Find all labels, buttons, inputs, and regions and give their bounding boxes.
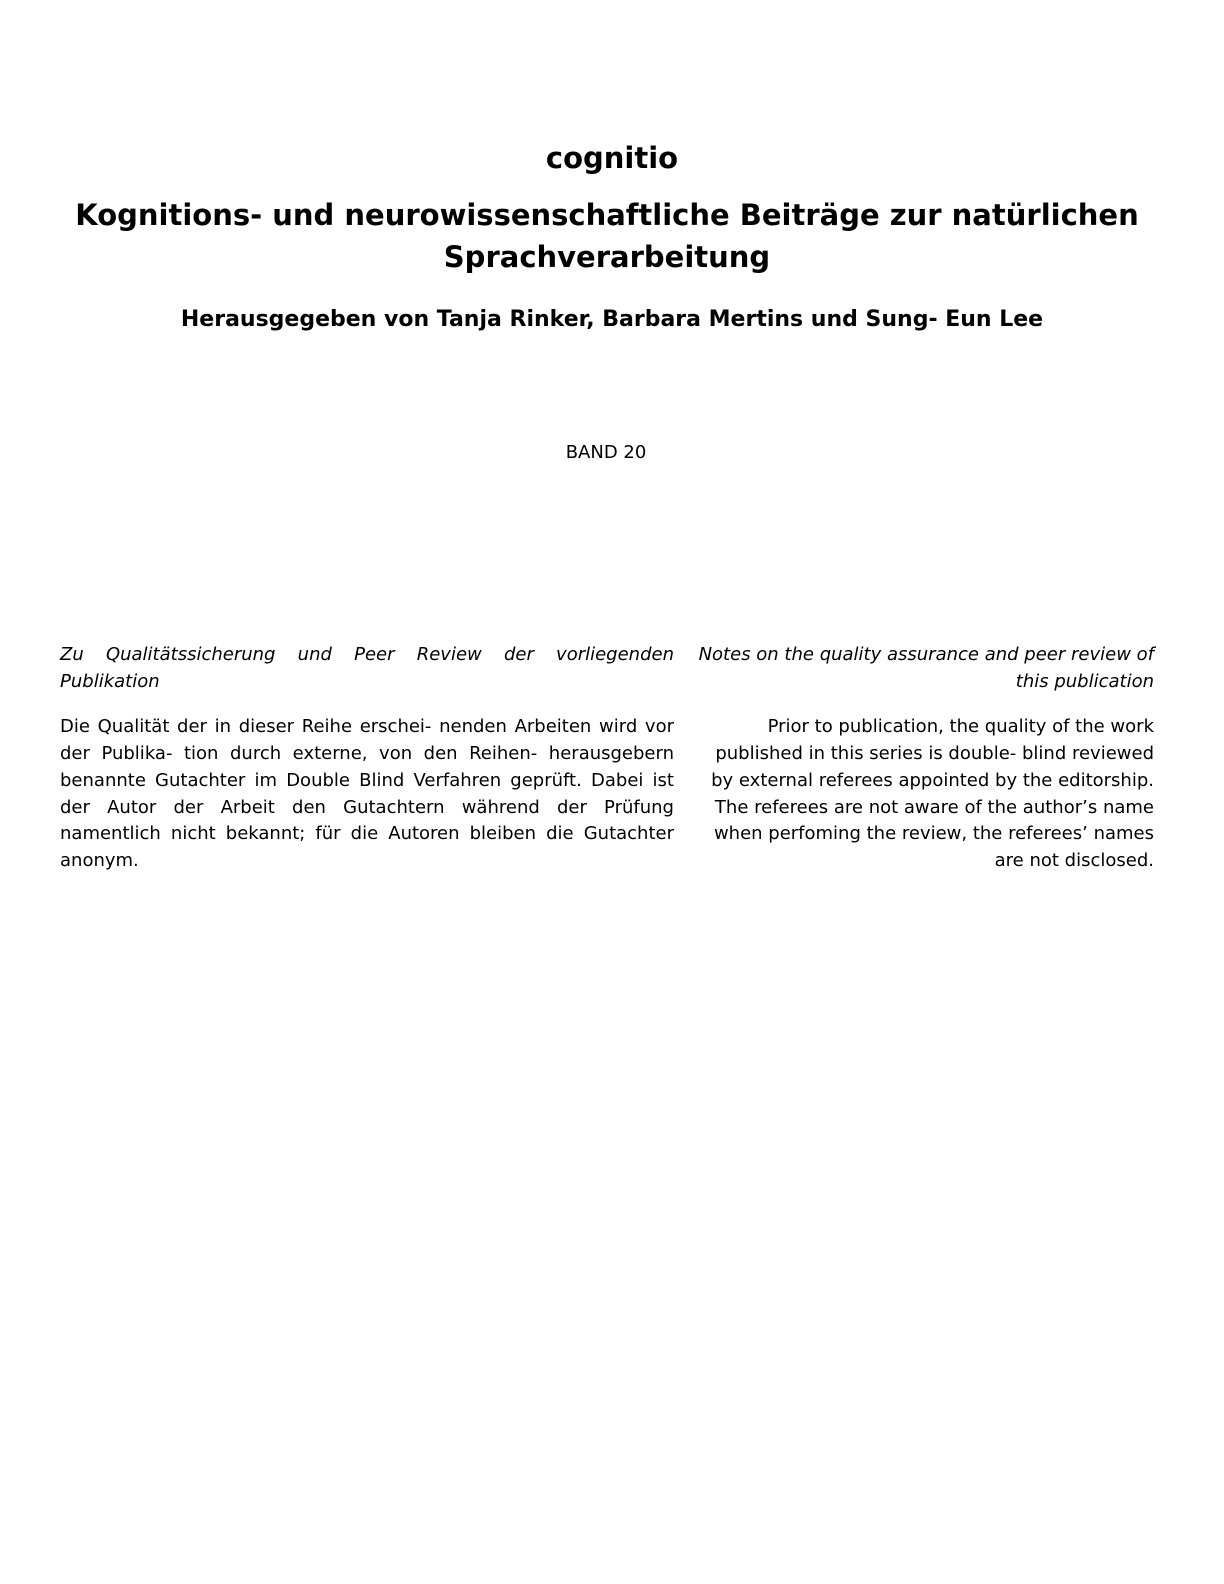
quality-note-german-body: Die Qualität der in dieser Reihe erschei- nenden Arbeiten wird vor der Publika- tion durch externe, von den Reihen- herausgebern benannte Gutachter im Double Blind Verfahren geprüft. Dabei ist der Autor der Arbeit den Gutachtern während der Prüfung namentlich nicht bekannt; für die Autoren bleiben die Gutachter anonym.: [60, 716, 674, 871]
quality-note-english-body: Prior to publication, the quality of the work published in this series is double- blind reviewed by external referees appointed by the editorship. The referees are not aware of the author’s name when perfoming the review, the referees’ names are not disclosed.: [711, 716, 1154, 871]
quality-note-english-heading: Notes on the quality assurance and peer review of this publication: [698, 644, 1154, 692]
quality-note-german-heading: Zu Qualitätssicherung und Peer Review der vorliegenden Publikation: [60, 644, 674, 692]
editors-line: Herausgegeben von Tanja Rinker, Barbara Mertins und Sung- Eun Lee: [180, 307, 1044, 332]
series-title: cognitio: [545, 141, 679, 175]
quality-note-german: [60, 642, 674, 875]
series-subtitle: Kognitions- und neurowissenschaftliche Beiträge zur natürlichen Sprachverarbeitung: [75, 198, 1139, 274]
volume-number: BAND 20: [565, 442, 647, 463]
quality-note-english: [694, 642, 1154, 875]
